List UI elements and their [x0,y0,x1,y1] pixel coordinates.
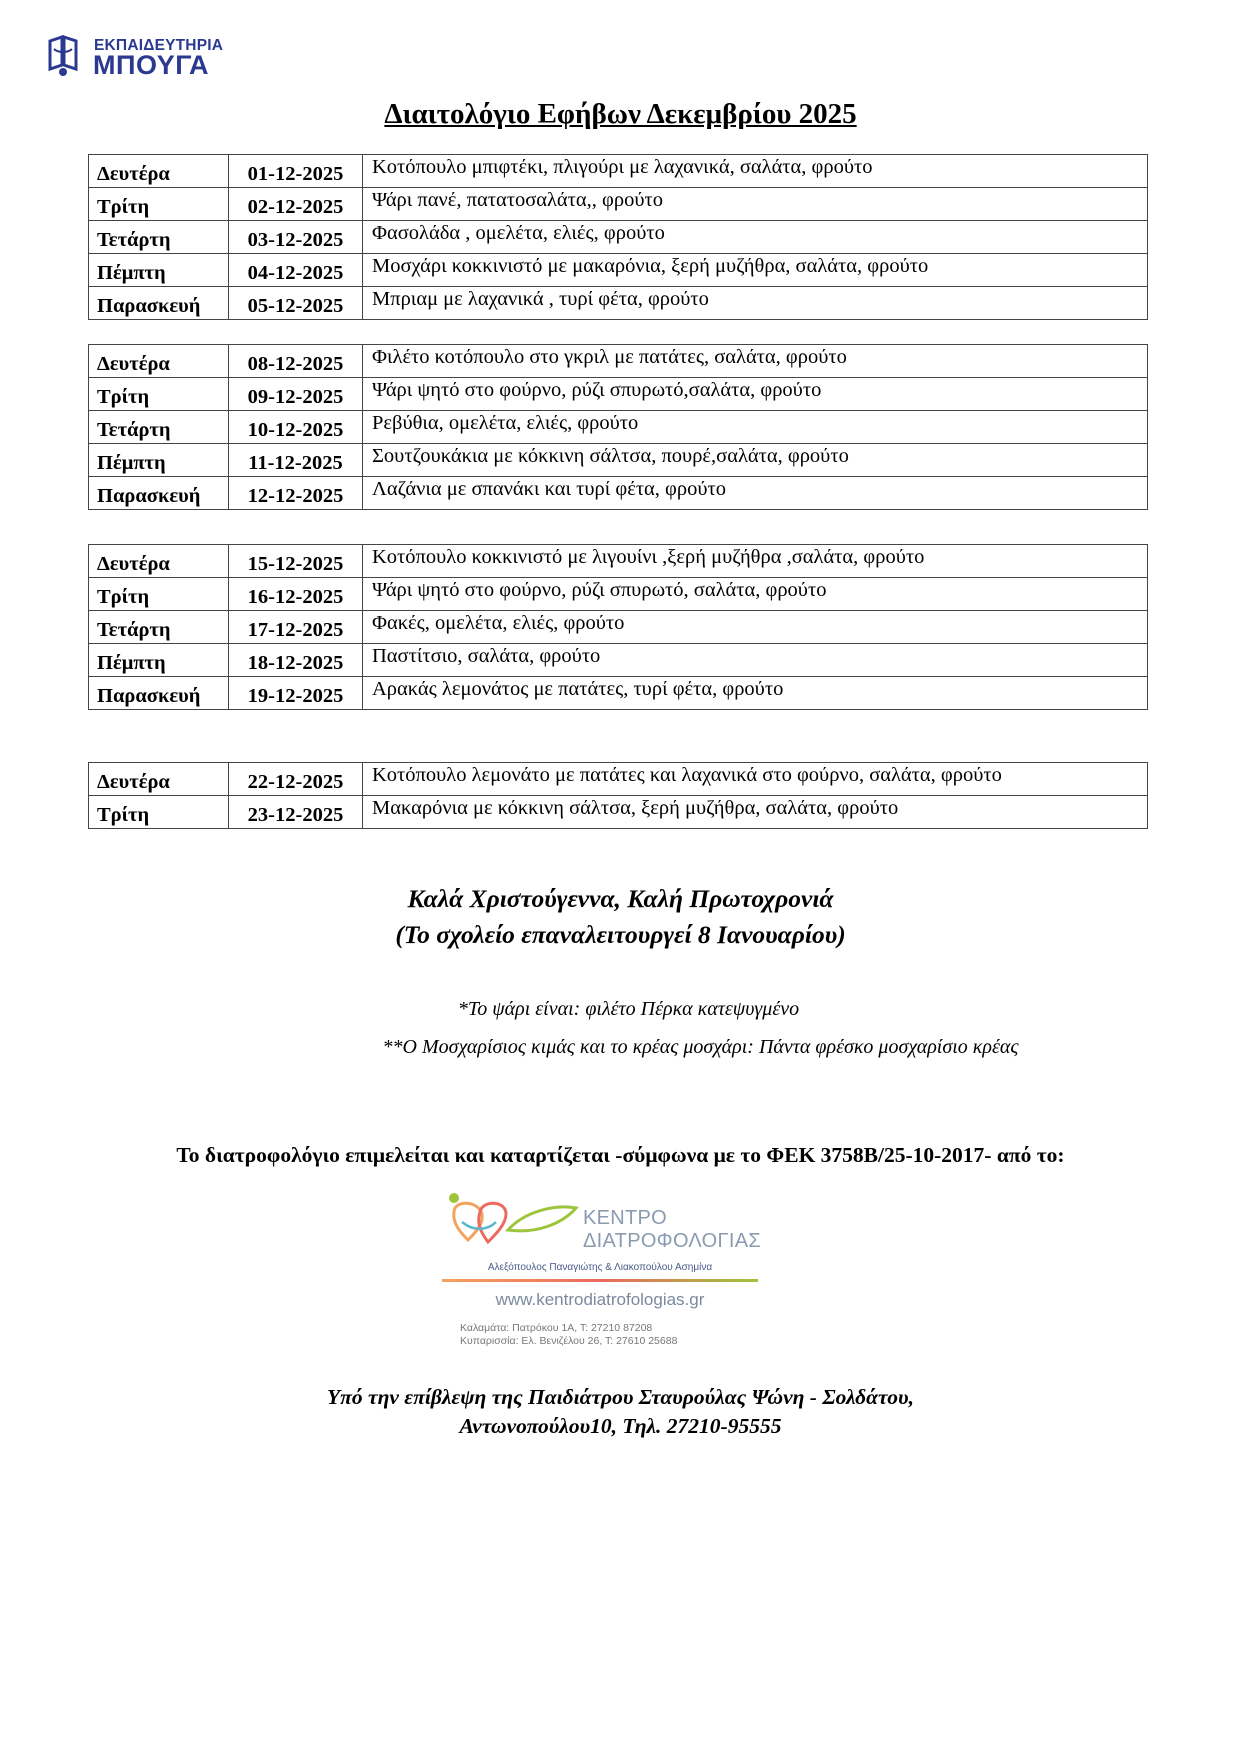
meal-cell: Μπριαμ με λαχανικά , τυρί φέτα, φρούτο [363,287,1148,320]
day-cell: Παρασκευή [89,287,229,320]
day-cell: Παρασκευή [89,477,229,510]
table-row [89,796,1148,829]
beef-note: **Ο Μοσχαρίσιος κιμάς και το κρέας μοσχάρι: Πάντα φρέσκο μοσχαρίσιο κρέας [382,1036,1019,1058]
week-3-table [88,544,1148,710]
meal-cell: Κοτόπουλο λεμονάτο με πατάτες και λαχανικά στο φούρνο, σαλάτα, φρούτο [363,763,1148,796]
date-cell: 12-12-2025 [229,477,363,510]
fish-note: *Το ψάρι είναι: φιλέτο Πέρκα κατεψυγμένο [457,998,800,1020]
meal-cell: Μακαρόνια με κόκκινη σάλτσα, ξερή μυζήθρα, σαλάτα, φρούτο [363,796,1148,829]
day-cell: Τρίτη [89,578,229,611]
meal-cell: Ρεβύθια, ομελέτα, ελιές, φρούτο [363,411,1148,444]
school-logo-line1: ΕΚΠΑΙΔΕΥΤΗΡΙΑ [94,37,224,54]
date-cell: 02-12-2025 [229,188,363,221]
day-cell: Δευτέρα [89,155,229,188]
week-1-table [88,154,1148,320]
meal-cell: Αρακάς λεμονάτος με πατάτες, τυρί φέτα, φρούτο [363,677,1148,710]
date-cell: 09-12-2025 [229,378,363,411]
day-cell: Δευτέρα [89,545,229,578]
day-cell: Τρίτη [89,796,229,829]
table-row [89,763,1148,796]
day-cell: Πέμπτη [89,444,229,477]
meal-cell: Κοτόπουλο μπιφτέκι, πλιγούρι με λαχανικά, σαλάτα, φρούτο [363,155,1148,188]
date-cell: 01-12-2025 [229,155,363,188]
school-logo-line2: ΜΠΟΥΓΑ [93,50,210,80]
day-cell: Τετάρτη [89,611,229,644]
nutrition-center-logo [440,1190,760,1360]
date-cell: 04-12-2025 [229,254,363,287]
table-row [89,578,1148,611]
date-cell: 03-12-2025 [229,221,363,254]
school-emblem-icon [46,35,80,79]
day-cell: Τρίτη [89,188,229,221]
meal-cell: Φασολάδα , ομελέτα, ελιές, φρούτο [363,221,1148,254]
table-row [89,155,1148,188]
meal-cell: Φιλέτο κοτόπουλο στο γκριλ με πατάτες, σαλάτα, φρούτο [363,345,1148,378]
nutrition-center-brand: ΚΕΝΤΡΟ ΔΙΑΤΡΟΦΟΛΟΓΙΑΣ [583,1207,762,1252]
table-row [89,254,1148,287]
meal-cell: Λαζάνια με σπανάκι και τυρί φέτα, φρούτο [363,477,1148,510]
hearts-leaf-icon [444,1190,579,1252]
nutrition-center-website: www.kentrodiatrofologias.gr [495,1290,705,1309]
table-row [89,345,1148,378]
table-row [89,677,1148,710]
date-cell: 05-12-2025 [229,287,363,320]
date-cell: 22-12-2025 [229,763,363,796]
nutrition-center-names: Αλεξόπουλος Παναγιώτης & Λιακοπούλου Ασημίνα [487,1262,713,1273]
table-row [89,611,1148,644]
date-cell: 19-12-2025 [229,677,363,710]
prepared-by-statement: Το διατροφολόγιο επιμελείται και καταρτίζεται -σύμφωνα με το ΦΕΚ 3758Β/25-10-2017- από το: [176,1143,1065,1167]
table-row [89,444,1148,477]
table-row [89,378,1148,411]
meal-cell: Κοτόπουλο κοκκινιστό με λιγουίνι ,ξερή μυζήθρα ,σαλάτα, φρούτο [363,545,1148,578]
date-cell: 11-12-2025 [229,444,363,477]
table-row [89,545,1148,578]
meal-cell: Σουτζουκάκια με κόκκινη σάλτσα, πουρέ,σαλάτα, φρούτο [363,444,1148,477]
page-title: Διαιτολόγιο Εφήβων Δεκεμβρίου 2025 [384,98,857,130]
meal-cell: Παστίτσιο, σαλάτα, φρούτο [363,644,1148,677]
meal-cell: Ψάρι ψητό στο φούρνο, ρύζι σπυρωτό,σαλάτα, φρούτο [363,378,1148,411]
meal-cell: Ψάρι πανέ, πατατοσαλάτα,, φρούτο [363,188,1148,221]
table-row [89,221,1148,254]
table-row [89,188,1148,221]
logo-divider [442,1279,758,1282]
day-cell: Τρίτη [89,378,229,411]
meal-cell: Μοσχάρι κοκκινιστό με μακαρόνια, ξερή μυζήθρα, σαλάτα, φρούτο [363,254,1148,287]
day-cell: Παρασκευή [89,677,229,710]
day-cell: Δευτέρα [89,345,229,378]
date-cell: 17-12-2025 [229,611,363,644]
table-row [89,644,1148,677]
date-cell: 08-12-2025 [229,345,363,378]
nutrition-center-addresses: Καλαμάτα: Πατρόκου 1Α, Τ: 27210 87208 Κυπαρισσία: Ελ. Βενιζέλου 26, Τ: 27610 25688 [460,1322,678,1347]
day-cell: Πέμπτη [89,254,229,287]
meal-cell: Φακές, ομελέτα, ελιές, φρούτο [363,611,1148,644]
date-cell: 18-12-2025 [229,644,363,677]
table-row [89,477,1148,510]
date-cell: 10-12-2025 [229,411,363,444]
school-logo [46,33,236,83]
table-row [89,411,1148,444]
school-reopening-note: (Το σχολείο επαναλειτουργεί 8 Ιανουαρίου) [395,920,846,949]
day-cell: Τετάρτη [89,221,229,254]
date-cell: 15-12-2025 [229,545,363,578]
table-row [89,287,1148,320]
holiday-greeting: Καλά Χριστούγεννα, Καλή Πρωτοχρονιά [407,884,834,913]
date-cell: 23-12-2025 [229,796,363,829]
meal-cell: Ψάρι ψητό στο φούρνο, ρύζι σπυρωτό, σαλάτα, φρούτο [363,578,1148,611]
day-cell: Πέμπτη [89,644,229,677]
date-cell: 16-12-2025 [229,578,363,611]
day-cell: Δευτέρα [89,763,229,796]
day-cell: Τετάρτη [89,411,229,444]
week-4-table [88,762,1148,829]
week-2-table [88,344,1148,510]
supervision-statement: Υπό την επίβλεψη της Παιδιάτρου Σταυρούλας Ψώνη - Σολδάτου, Αντωνοπούλου10, Τηλ. 27210-95555 [327,1385,914,1438]
